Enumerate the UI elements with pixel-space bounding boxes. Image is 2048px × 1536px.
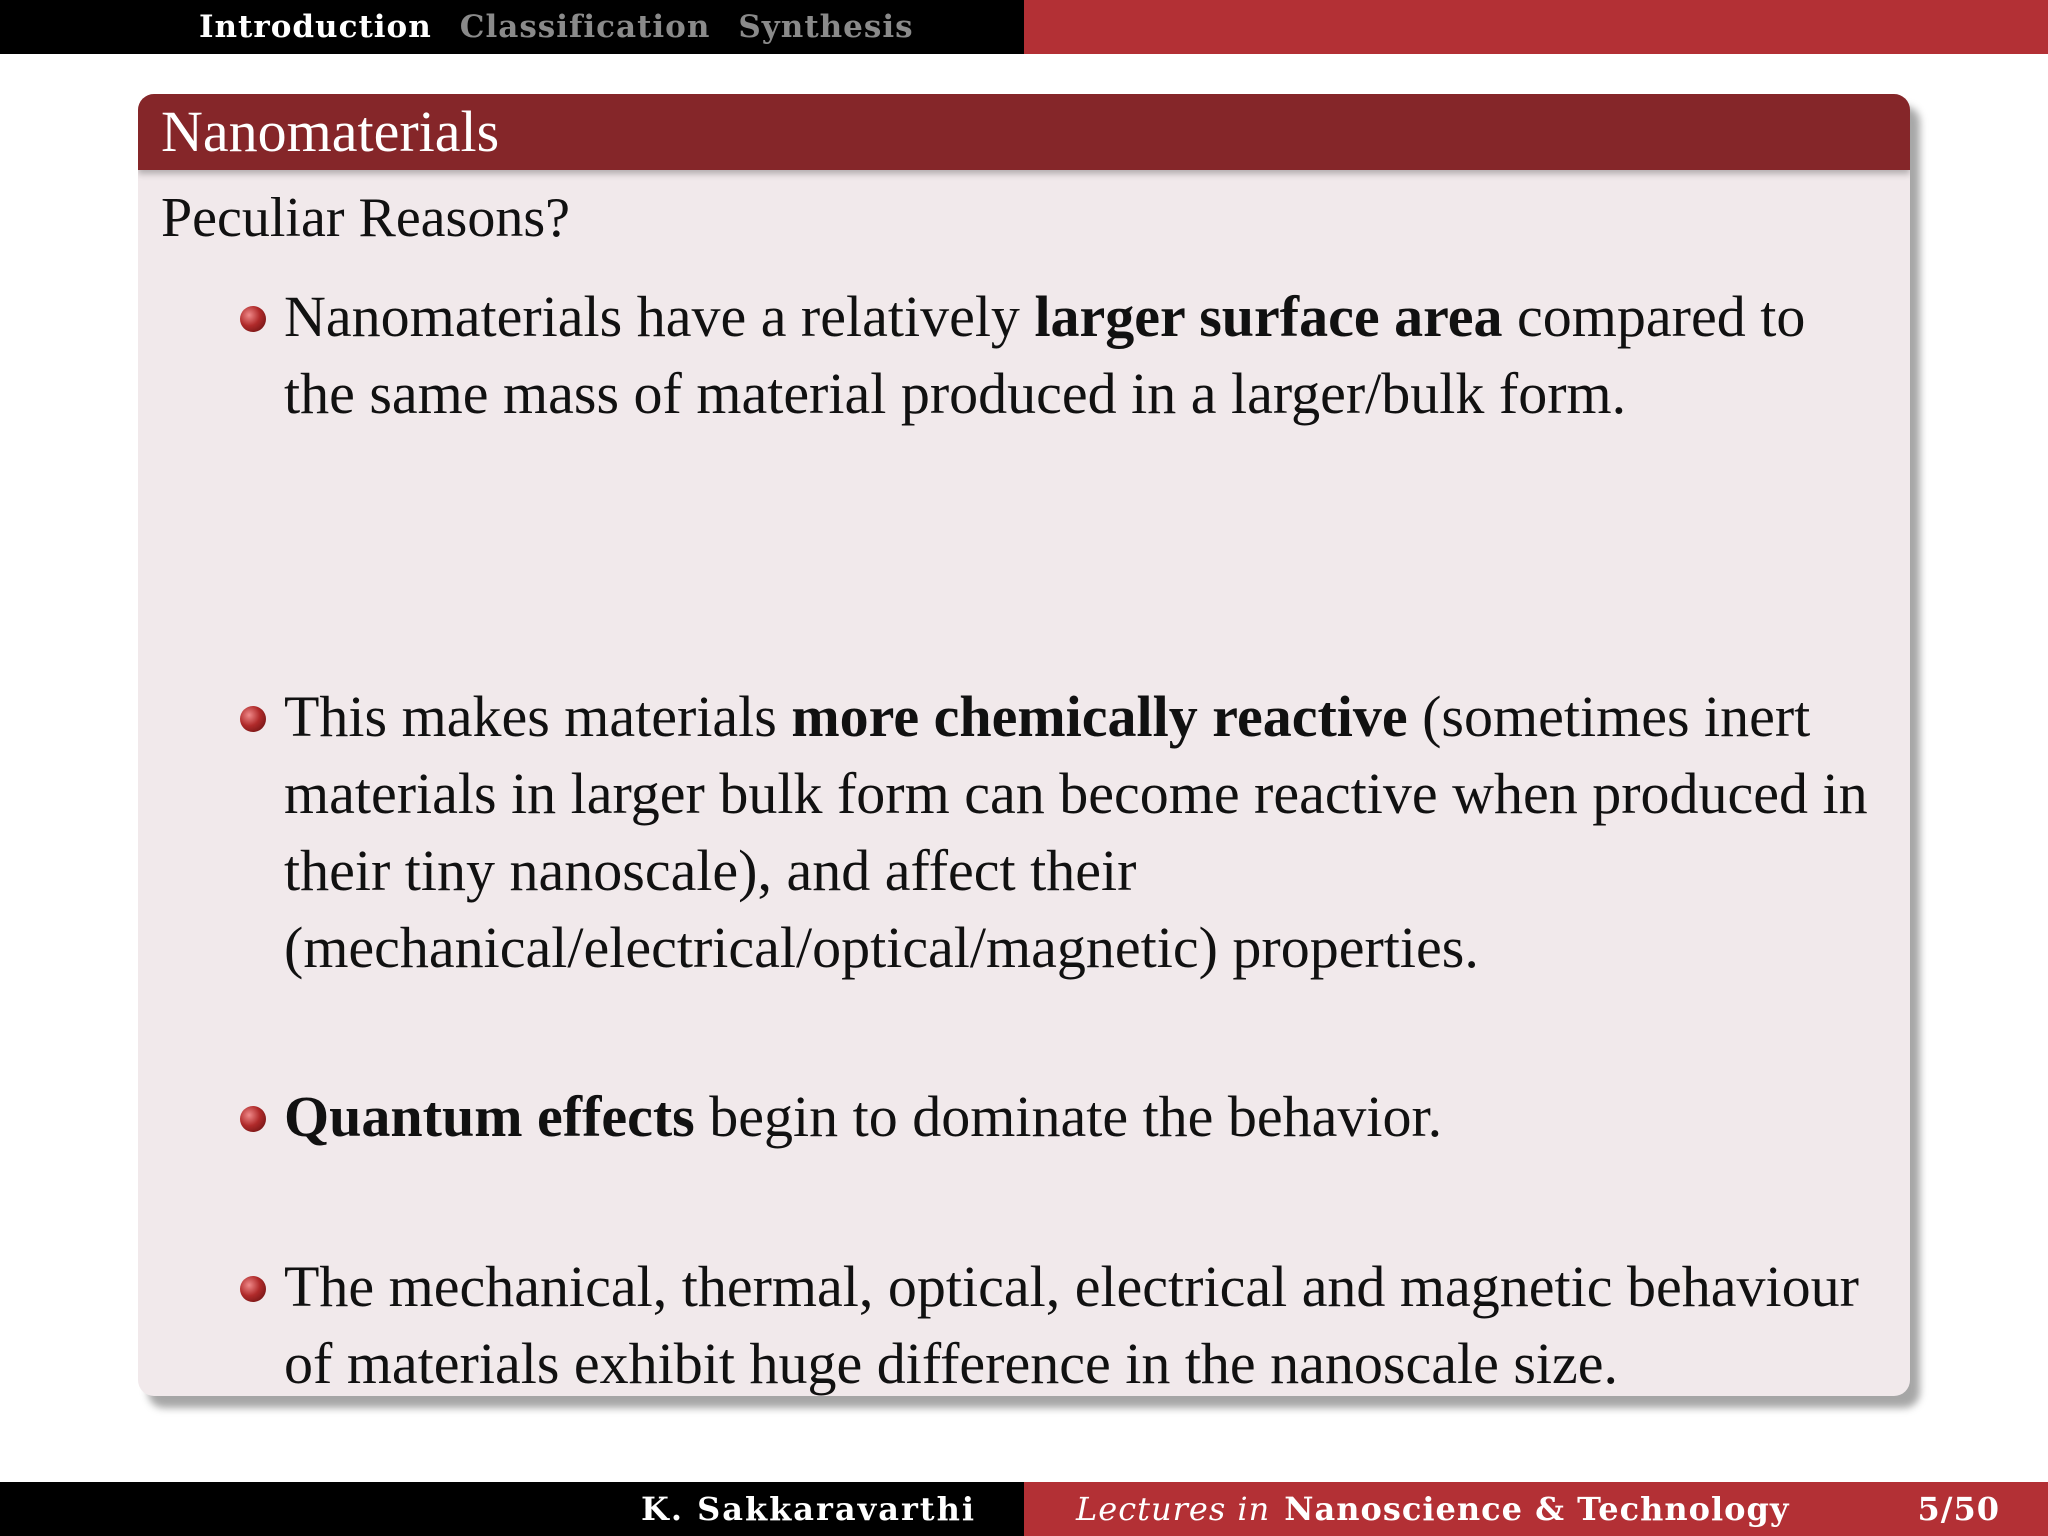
footer-course-info	[1024, 1482, 2048, 1536]
top-navigation-bar	[0, 0, 2048, 54]
item-text: The mechanical, thermal, optical, electrical and magnetic behaviour of materials exhibit huge difference in the nanoscale size.	[284, 1254, 1859, 1396]
item-text: Nanomaterials have a relatively	[284, 284, 1035, 349]
item-text: (sometimes inert materials in larger bulk form can become reactive when produced in their tiny nanoscale), and affect their (mechanical/electrical/optical/magnetic) properties.	[284, 684, 1868, 980]
top-bar-accent	[1024, 0, 2048, 54]
block-subtitle: Peculiar Reasons?	[161, 187, 570, 249]
footer-bar	[0, 1482, 2048, 1536]
bullet-icon	[240, 306, 266, 332]
nav-classification[interactable]: Classification	[459, 9, 711, 45]
footer-author: K. Sakkaravarthi	[0, 1482, 1024, 1536]
bullet-icon	[240, 1276, 266, 1302]
bullet-icon	[240, 1106, 266, 1132]
list-item	[284, 1078, 1884, 1155]
footer-lectures-in: Lectures in	[1076, 1490, 1271, 1528]
item-bold: Quantum effects	[284, 1084, 695, 1149]
footer-course: Nanoscience & Technology	[1284, 1490, 1790, 1528]
section-nav	[0, 0, 1024, 54]
list-item	[284, 678, 1884, 986]
list-item	[284, 278, 1884, 432]
bullet-list	[138, 94, 1910, 1396]
bullet-icon	[240, 706, 266, 732]
nav-synthesis[interactable]: Synthesis	[738, 9, 914, 45]
content-block	[138, 94, 1910, 1396]
item-text: compared to the same mass of material produced in a larger/bulk form.	[284, 284, 1806, 426]
block-title: Nanomaterials	[138, 94, 1910, 170]
item-text: This makes materials	[284, 684, 792, 749]
item-bold: larger surface area	[1034, 284, 1503, 349]
page-number: 5/50	[1917, 1490, 2000, 1528]
item-text: begin to dominate the behavior.	[694, 1084, 1443, 1149]
item-bold: more chemically reactive	[791, 684, 1408, 749]
list-item	[284, 1248, 1884, 1396]
nav-introduction[interactable]: Introduction	[199, 9, 432, 45]
